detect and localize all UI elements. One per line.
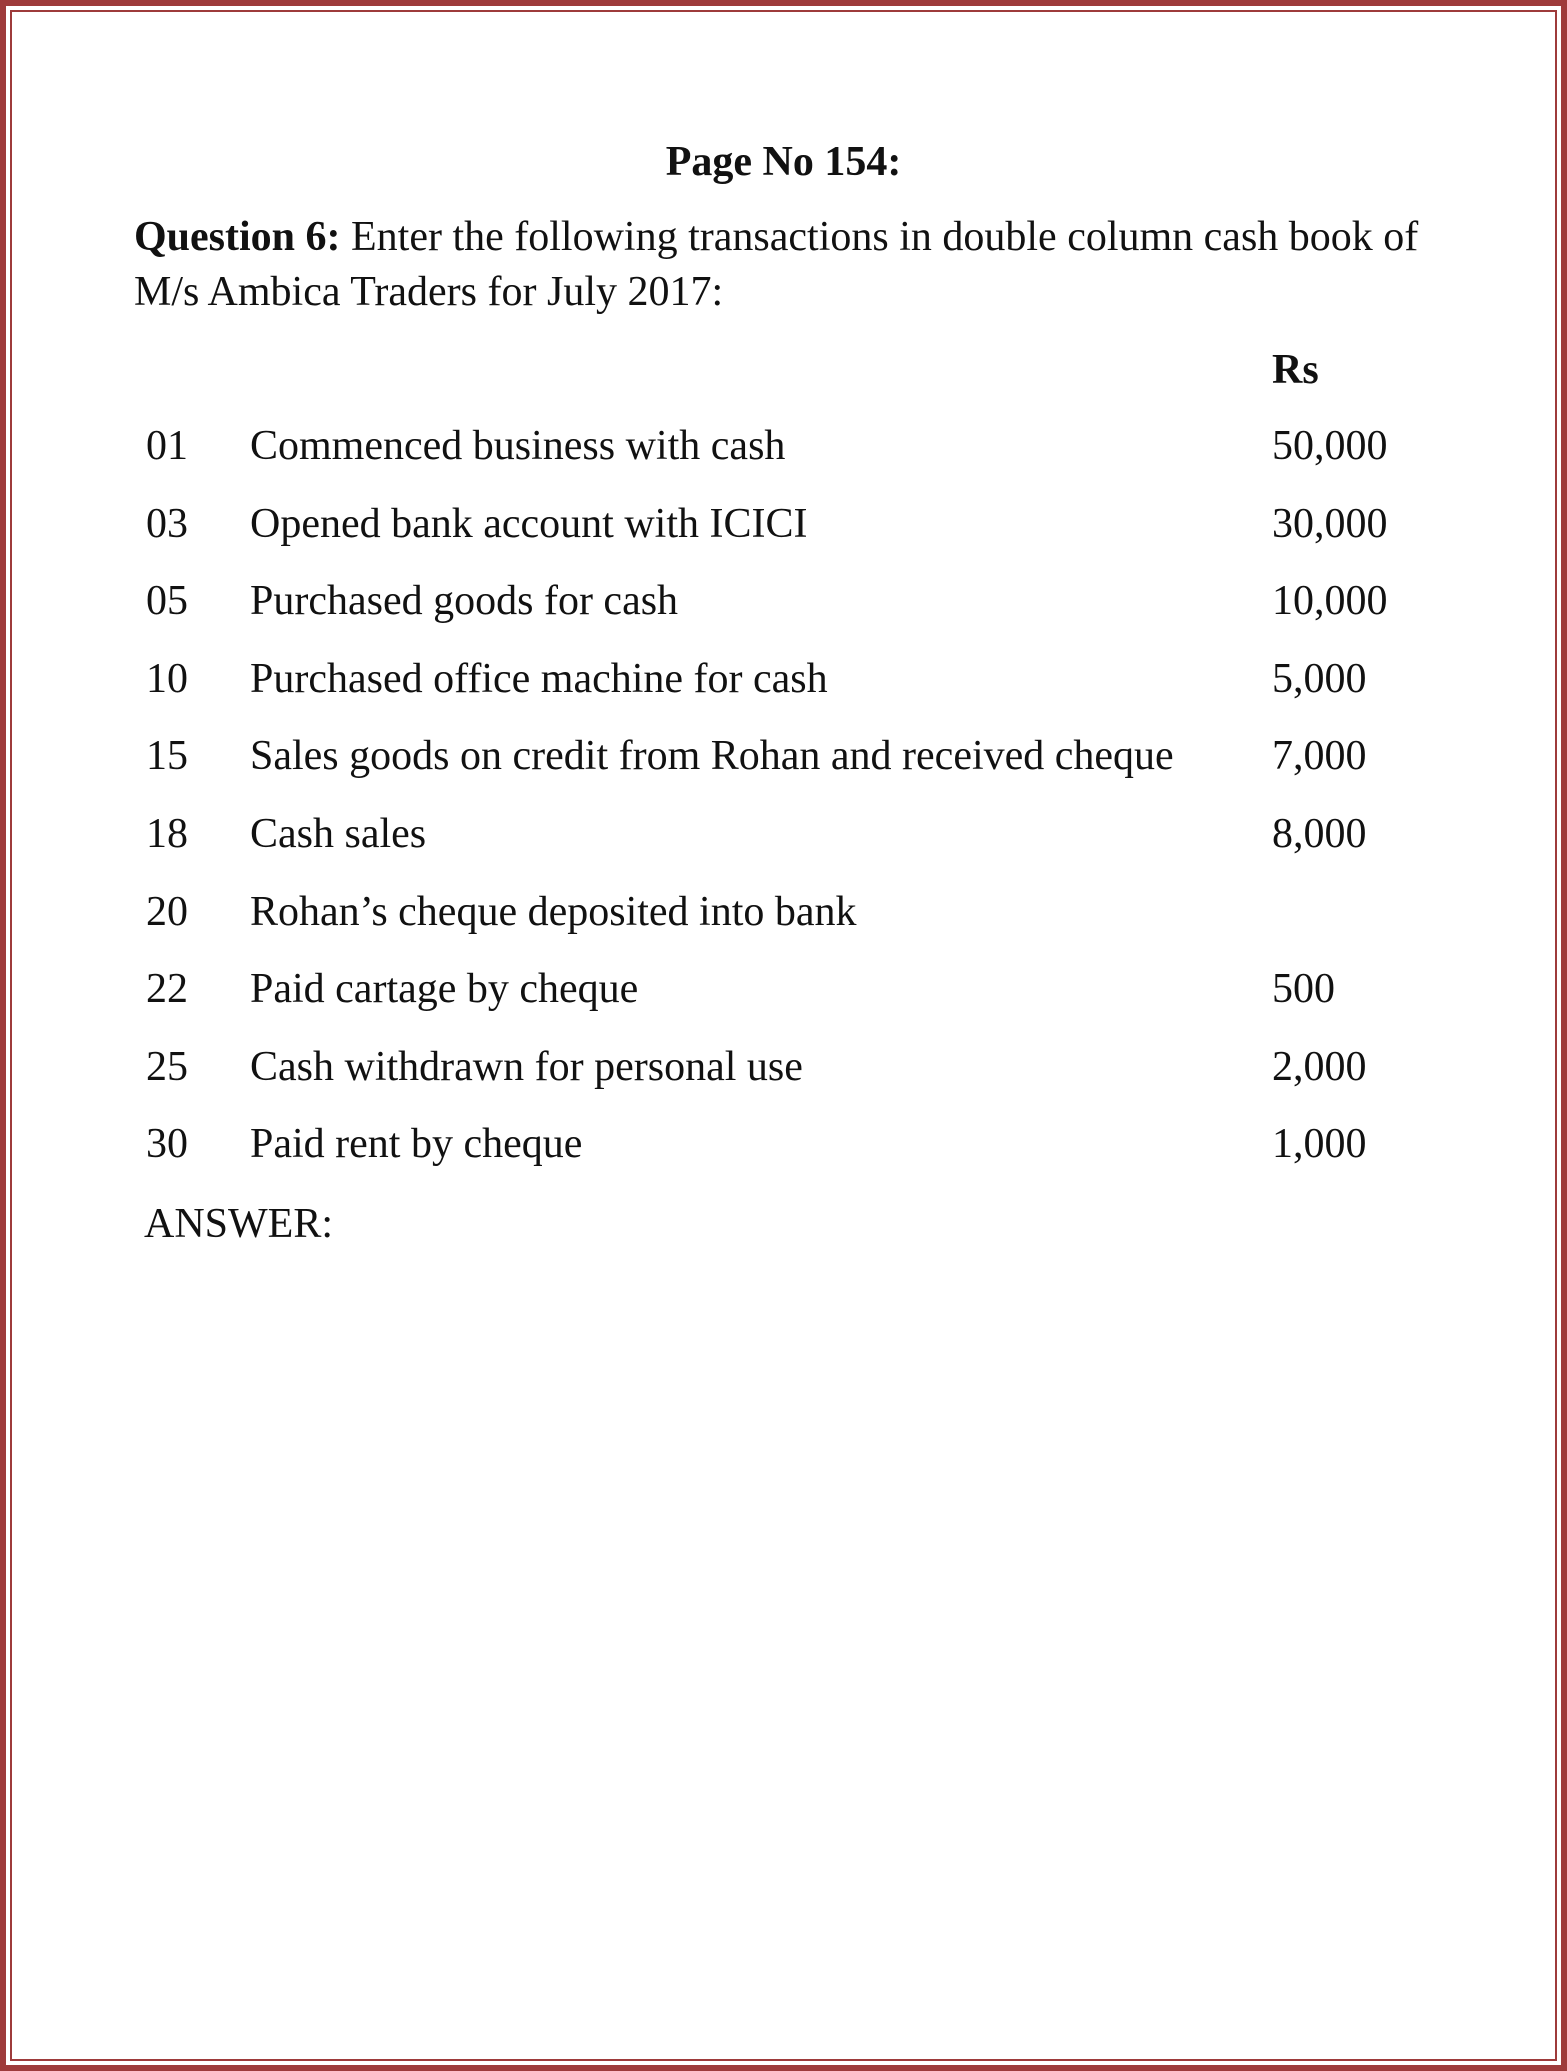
- transaction-row: [146, 575, 1426, 653]
- transaction-row: [146, 730, 1426, 808]
- transaction-amount: 10,000: [1272, 578, 1388, 625]
- question-body: Enter the following transactions in double column cash book of M/s Ambica Traders for July 2017:: [134, 214, 1419, 315]
- transaction-amount: 5,000: [1272, 655, 1367, 702]
- transaction-description: Cash sales: [250, 810, 427, 857]
- transaction-date: 10: [146, 655, 188, 702]
- transaction-amount: 50,000: [1272, 423, 1388, 469]
- transaction-date: 15: [146, 733, 188, 780]
- transaction-date: 01: [146, 423, 188, 469]
- transaction-amount: 500: [1272, 966, 1335, 1013]
- page-title: Page No 154:: [665, 139, 902, 185]
- transaction-row: [146, 1118, 1426, 1196]
- transaction-amount: 7,000: [1272, 733, 1367, 780]
- transaction-description: Sales goods on credit from Rohan and received cheque: [250, 733, 1174, 780]
- transaction-date: 30: [146, 1121, 188, 1168]
- transaction-date: 05: [146, 578, 188, 625]
- transaction-row: [146, 808, 1426, 886]
- transaction-amount: 8,000: [1272, 810, 1367, 857]
- question-text: [134, 210, 1454, 320]
- transaction-date: 22: [146, 966, 188, 1013]
- transaction-row: [146, 498, 1426, 576]
- transaction-description: Paid rent by cheque: [250, 1121, 583, 1168]
- transaction-row: [146, 420, 1426, 498]
- transaction-date: 25: [146, 1043, 188, 1090]
- transaction-amount: 30,000: [1272, 500, 1388, 547]
- transaction-description: Commenced business with cash: [250, 423, 786, 469]
- transaction-date: 20: [146, 888, 188, 935]
- transaction-description: Purchased goods for cash: [250, 578, 679, 625]
- answer-label: ANSWER:: [144, 1201, 333, 1247]
- transaction-description: Cash withdrawn for personal use: [250, 1043, 803, 1090]
- transaction-description: Paid cartage by cheque: [250, 966, 639, 1013]
- amount-column-header: Rs: [1272, 347, 1319, 393]
- transaction-row: [146, 886, 1426, 964]
- transaction-row: [146, 653, 1426, 731]
- transaction-list: [146, 420, 1426, 1196]
- transaction-date: 03: [146, 500, 188, 547]
- question-label: Question 6:: [134, 214, 341, 260]
- transaction-row: [146, 963, 1426, 1041]
- transaction-amount: 2,000: [1272, 1043, 1367, 1090]
- transaction-amount: 1,000: [1272, 1121, 1367, 1168]
- transaction-description: Rohan’s cheque deposited into bank: [250, 888, 857, 935]
- transaction-row: [146, 1041, 1426, 1119]
- transaction-date: 18: [146, 810, 188, 857]
- transaction-description: Opened bank account with ICICI: [250, 500, 808, 547]
- transaction-description: Purchased office machine for cash: [250, 655, 828, 702]
